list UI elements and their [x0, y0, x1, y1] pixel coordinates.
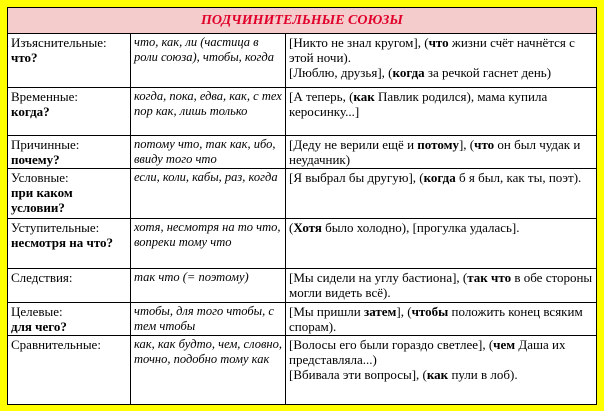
example-text: [Волосы его были гораздо светлее], (	[289, 337, 494, 352]
conjunction-type-cell	[8, 88, 131, 136]
conjunction-highlight: так что	[467, 270, 512, 285]
table-row	[8, 136, 597, 169]
example-sentence	[289, 304, 593, 334]
example-text: [Я выбрал бы другую], (	[289, 170, 424, 185]
example-cell	[286, 219, 597, 269]
example-text: [Люблю, друзья], (	[289, 65, 393, 80]
table-row	[8, 169, 597, 219]
example-text: б я был, как ты, поэт).	[455, 170, 582, 185]
conjunction-words-cell: хотя, несмотря на то что, вопреки тому что	[131, 219, 286, 269]
example-cell	[286, 88, 597, 136]
conjunction-type-label: Изъяснительные:	[11, 35, 107, 50]
example-cell	[286, 336, 597, 405]
example-text: [Мы сидели на углу бастиона], (	[289, 270, 468, 285]
example-text: в обе стороны могли видеть всё).	[289, 270, 593, 300]
example-sentence	[289, 337, 593, 367]
example-cell	[286, 169, 597, 219]
example-cell	[286, 136, 597, 169]
example-sentence	[289, 137, 593, 167]
conjunction-highlight: чем	[493, 337, 516, 352]
table-row	[8, 269, 597, 303]
example-text: за речкой гаснет день)	[424, 65, 552, 80]
example-cell	[286, 303, 597, 336]
example-text: [А теперь, (	[289, 89, 354, 104]
example-text: [Вбивала эти вопросы], (	[289, 367, 427, 382]
example-text: ], (	[458, 137, 475, 152]
conjunction-question: почему?	[11, 152, 60, 167]
conjunction-question: несмотря на что?	[11, 235, 114, 250]
conjunction-question: для чего?	[11, 319, 67, 334]
example-text: он был чудак и неудачник)	[289, 137, 581, 167]
conjunction-words-cell: чтобы, для того чтобы, с тем чтобы	[131, 303, 286, 336]
conjunction-highlight: когда	[392, 65, 425, 80]
conjunction-type-cell	[8, 219, 131, 269]
conjunction-type-cell	[8, 169, 131, 219]
example-sentence	[289, 270, 593, 300]
example-text: [Никто не знал кругом], (	[289, 35, 429, 50]
conjunction-words-cell: когда, пока, едва, как, с тех пор как, лишь только	[131, 88, 286, 136]
conjunction-type-cell	[8, 269, 131, 303]
example-text: [Мы пришли	[289, 304, 364, 319]
example-sentence	[289, 89, 593, 119]
conjunction-type-cell	[8, 303, 131, 336]
example-text: Павлик родился), мама купила керосинку...]	[289, 89, 548, 119]
example-text: жизни счёт начнётся с этой ночи).	[289, 35, 575, 65]
conjunction-type-label: Причинные:	[11, 137, 80, 152]
table-row	[8, 219, 597, 269]
example-cell	[286, 34, 597, 88]
example-text: (	[289, 220, 294, 235]
example-text: ], (	[396, 304, 412, 319]
example-text: было холодно), [прогулка удалась].	[321, 220, 520, 235]
conjunctions-table	[7, 7, 597, 405]
conjunction-highlight: потому	[417, 137, 459, 152]
conjunction-words-cell: как, как будто, чем, словно, точно, подобно тому как	[131, 336, 286, 405]
conjunction-type-label: Сравнительные:	[11, 337, 101, 352]
conjunction-type-label: Временные:	[11, 89, 78, 104]
table-row	[8, 336, 597, 405]
example-sentence	[289, 65, 593, 80]
example-text: пули в лоб).	[448, 367, 518, 382]
conjunction-words-cell: если, коли, кабы, раз, когда	[131, 169, 286, 219]
conjunction-highlight: как	[353, 89, 375, 104]
example-text: [Деду не верили ещё и	[289, 137, 418, 152]
example-sentence	[289, 220, 593, 235]
table-row	[8, 34, 597, 88]
example-text: Даша их представляла...)	[289, 337, 566, 367]
example-sentence	[289, 35, 593, 65]
conjunction-type-cell	[8, 336, 131, 405]
conjunction-type-label: Следствия:	[11, 270, 73, 285]
conjunction-highlight: чтобы	[411, 304, 449, 319]
example-text: положить конец всяким спорам).	[289, 304, 583, 334]
conjunction-question: что?	[11, 50, 38, 65]
conjunction-highlight: затем	[364, 304, 397, 319]
conjunction-highlight: Хотя	[293, 220, 322, 235]
table-row	[8, 88, 597, 136]
conjunction-question: когда?	[11, 104, 50, 119]
conjunction-highlight: когда	[423, 170, 456, 185]
conjunction-words-cell: так что (= поэтому)	[131, 269, 286, 303]
conjunctions-table-frame	[7, 7, 596, 404]
conjunction-type-label: Уступительные:	[11, 220, 100, 235]
conjunction-type-label: Условные:	[11, 170, 69, 185]
conjunction-question: при каком условии?	[11, 185, 73, 215]
conjunction-type-cell	[8, 34, 131, 88]
conjunction-words-cell: что, как, ли (частица в роли союза), чтобы, когда	[131, 34, 286, 88]
conjunction-highlight: что	[474, 137, 495, 152]
conjunction-highlight: что	[428, 35, 449, 50]
table-row	[8, 303, 597, 336]
example-cell	[286, 269, 597, 303]
example-sentence	[289, 367, 593, 382]
conjunction-type-label: Целевые:	[11, 304, 63, 319]
conjunction-highlight: как	[426, 367, 449, 382]
table-title: ПОДЧИНИТЕЛЬНЫЕ СОЮЗЫ	[8, 8, 597, 34]
example-sentence	[289, 170, 593, 185]
conjunction-words-cell: потому что, так как, ибо, ввиду того что	[131, 136, 286, 169]
conjunction-type-cell	[8, 136, 131, 169]
